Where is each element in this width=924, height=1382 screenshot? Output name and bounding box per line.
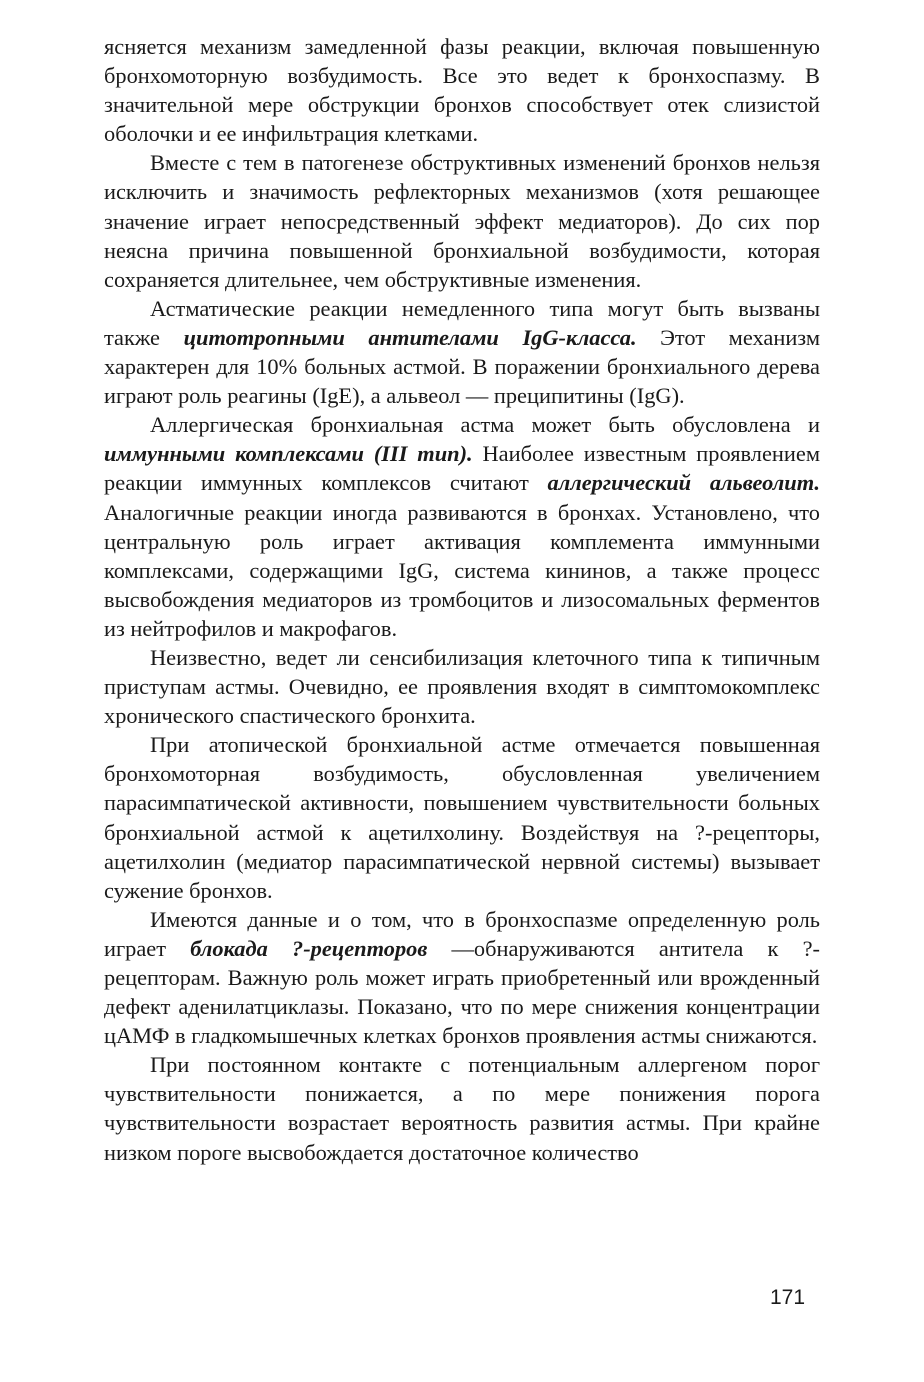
- text-run: Вместе с тем в патогенезе обструктивных изменений бронхов нельзя исключить и значимость рефлекторных механизмов (хотя решающее значение играет непосредственный эффект медиаторов). До сих пор неясна причина повышенной бронхиальной возбудимости, которая сохраняется длительнее, чем обструктивные изменения.: [104, 150, 820, 292]
- text-run: Имеются данные и о том, что в бронхоспазме определенную роль играет: [104, 906, 820, 961]
- emphasis-term: блокада ?-рецепторов: [190, 935, 428, 961]
- text-run: Неизвестно, ведет ли сенсибилизация клеточного типа к типичным приступам астмы. Очевидно, ее проявления входят в симптомокомплекс хронического спастического бронхита.: [104, 644, 820, 729]
- paragraph-3: [104, 294, 820, 410]
- emphasis-term: аллергический альвеолит.: [547, 470, 821, 496]
- text-run: Аналогичные реакции иногда развиваются в бронхах. Установлено, что центральную роль играет активация комплемента иммунными комплексами, содержащими IgG, система кининов, а также процесс высвобождения медиаторов из тромбоцитов и лизосомальных ферментов из нейтрофилов и макрофагов.: [104, 499, 820, 641]
- paragraph-5: [104, 643, 820, 730]
- text-run: Астматические реакции немедленного типа могут быть вызваны также: [104, 295, 820, 350]
- text-run: Этот механизм характерен для 10% больных астмой. В поражении бронхиального дерева играют роль реагины (IgE), а альвеол — преципитины (IgG).: [104, 324, 820, 409]
- paragraph-6: [104, 730, 820, 905]
- paragraph-4: [104, 410, 820, 643]
- emphasis-term: цитотропными антителами IgG-класса.: [183, 324, 637, 350]
- paragraph-2: [104, 148, 820, 293]
- text-run: При постоянном контакте с потенциальным аллергеном порог чувствительности понижается, а по мере понижения порога чувствительности возрастает вероятность развития астмы. При крайне низком пороге высвобождается достаточное количество: [104, 1052, 820, 1165]
- page-number: 171: [770, 1286, 806, 1309]
- paragraph-7: [104, 905, 820, 1050]
- paragraph-8: [104, 1050, 820, 1166]
- text-run: Наиболее известным проявлением реакции иммунных комплексов считают: [104, 441, 820, 496]
- paragraph-1: [104, 32, 820, 148]
- emphasis-term: иммунными комплексами (III тип).: [104, 441, 473, 467]
- page-body: [104, 32, 820, 1167]
- text-run: При атопической бронхиальной астме отмечается повышенная бронхомоторная возбудимость, обусловленная увеличением парасимпатической активности, повышением чувствительности больных бронхиальной астмой к ацетилхолину. Воздействуя на ?-рецепторы, ацетилхолин (медиатор парасимпатической нервной системы) вызывает сужение бронхов.: [104, 732, 820, 903]
- text-run: —обнаруживаются антитела к ?-рецепторам. Важную роль может играть приобретенный или врожденный дефект аденилатциклазы. Показано, что по мере снижения концентрации цАМФ в гладкомышечных клетках бронхов проявления астмы снижаются.: [104, 935, 820, 1049]
- text-run: ясняется механизм замедленной фазы реакции, включая повышенную бронхомоторную возбудимость. Все это ведет к бронхоспазму. В значительной мере обструкции бронхов способствует отек слизистой оболочки и ее инфильтрация клетками.: [104, 34, 820, 147]
- text-run: Аллергическая бронхиальная астма может быть обусловлена и: [150, 412, 820, 438]
